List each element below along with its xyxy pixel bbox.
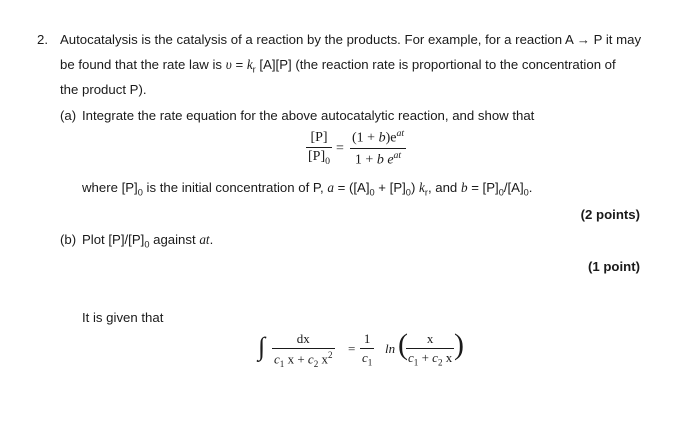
given-paren-close: ) [454,328,464,361]
part-a-points: (2 points) [580,207,640,222]
given-lhs-fraction: dx $c_1$ $x + c_2$ $x^2$ [274,331,333,369]
given-ln: ln [385,341,396,356]
given-log-argument: x $c_1 + c_2$ x [408,331,453,368]
arrow-icon: → [576,32,590,47]
part-b-label: (b) [60,232,77,247]
question-intro-line-3: the product P). [60,82,147,97]
part-a-where-line: where $[P]_0$ is the initial concentration of P, $a = ([A]_0 + [P]_0)$ $k_r$, and $b = [P]_0/[A]_0$. [82,180,533,198]
equation-a-rhs: $(1 + b)e^{at}$ 1 + b $e^{at}$ [352,128,405,168]
given-text: It is given that [82,310,164,325]
equation-a-lhs: [P] $[P]_0$ [308,130,331,167]
given-coefficient: 1 $c_1$ [362,331,373,368]
question-number: 2. [37,32,48,47]
equation-a-equals: = [336,141,344,156]
part-b-text: Plot $[P]/[P]_0$ against at. [82,232,214,250]
question-intro-line-1: Autocatalysis is the catalysis of a reaction by the products. For example, for a reaction A → P it may [60,32,642,47]
integral-sign: ∫ [258,332,266,361]
part-b-points: (1 point) [587,259,640,274]
question-intro-line-2: be found that the rate law is $\upsilon = k_r$ [A][P] (the reaction rate is proportional to the concentration of [60,57,616,75]
given-equals: = [348,341,356,356]
given-paren-open: ( [398,328,408,361]
part-a-label: (a) [60,108,77,123]
part-a-text: Integrate the rate equation for the above autocatalytic reaction, and show that [82,108,535,123]
